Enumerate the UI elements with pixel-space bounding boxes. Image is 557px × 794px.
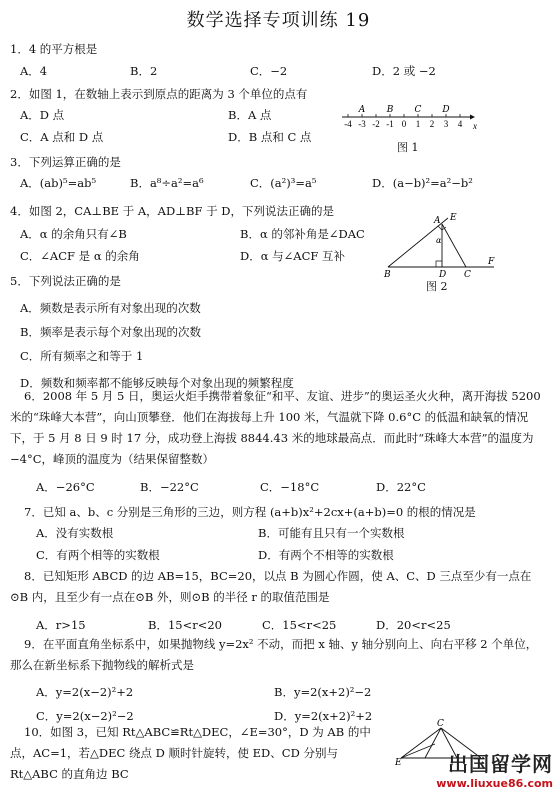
- figure-1-caption: 图 1: [397, 141, 419, 154]
- q6-option-d: D．22°C: [376, 480, 426, 494]
- question-6-stem: 6．2008 年 5 月 5 日，奥运火炬手携带着象征“和平、友谊、进步”的奥运圣火火种，离开海拔 5200 米的“珠峰大本营”，向山顶攀登．他们在海拔每上升 100 米，气温就下降 0.6°C 的低温和缺氧的情况下，于 5 月 8 日 9 时 17 分，成功登上海拔 8844.43 米的地球最高点．而此时“珠峰大本营”的温度为 −4°C，峰顶的温度为（结果保留整数）: [10, 389, 541, 466]
- question-8-stem: 8．已知矩形 ABCD 的边 AB=15，BC=20，以点 B 为圆心作圆，使 A、C、D 三点至少有一点在⊙B 内，且至少有一点在⊙B 外，则⊙B 的半径 r 的取值范围是: [10, 569, 532, 604]
- q1-option-a: A．4: [20, 64, 48, 78]
- q6-option-a: A．−26°C: [36, 480, 95, 494]
- label-E: E: [450, 213, 457, 223]
- tick-label: 4: [457, 119, 463, 129]
- point-letter: D: [442, 105, 450, 115]
- q4-option-c: C．∠ACF 是 α 的余角: [20, 249, 140, 263]
- tick-label: -3: [358, 119, 366, 129]
- q2-option-b: B．A 点: [228, 108, 272, 122]
- question-3-stem: 3．下列运算正确的是: [10, 155, 121, 169]
- q9-option-d: D．y=2(x+2)²+2: [274, 709, 373, 723]
- q8-option-b: B．15<r<20: [148, 618, 222, 632]
- q1-option-c: C．−2: [250, 64, 288, 78]
- q9-option-b: B．y=2(x+2)²−2: [274, 685, 372, 699]
- q3-option-b: B．a⁸÷a²=a⁶: [130, 176, 204, 190]
- q6-option-b: B．−22°C: [140, 480, 199, 494]
- q5-option-c: C．所有频率之和等于 1: [20, 349, 144, 363]
- label-A: A: [434, 216, 441, 226]
- watermark-url: www.liuxue86.com: [436, 777, 553, 790]
- q8-option-a: A．r>15: [36, 618, 86, 632]
- q4-option-b: B．α 的邻补角是∠DAC: [240, 227, 365, 241]
- q3-option-d: D．(a−b)²=a²−b²: [372, 176, 473, 190]
- question-10-stem: 10．如图 3，已知 Rt△ABC≌Rt△DEC，∠E=30°，D 为 AB 的中点，AC=1，若△DEC 绕点 D 顺时针旋转，使 ED、CD 分别与 Rt△ABC 的直角边 BC: [10, 725, 371, 781]
- q7-option-a: A．没有实数根: [36, 526, 114, 540]
- q9-option-a: A．y=2(x−2)²+2: [36, 685, 134, 699]
- q9-option-c: C．y=2(x−2)²−2: [36, 709, 134, 723]
- fig3-label-E: E: [395, 758, 402, 766]
- point-letter: C: [414, 105, 422, 115]
- label-alpha: α: [436, 236, 442, 245]
- q4-option-a: A．α 的余角只有∠B: [20, 227, 127, 241]
- question-9-stem: 9．在平面直角坐标系中，如果抛物线 y=2x² 不动，而把 x 轴、y 轴分别向上、向右平移 2 个单位，那么在新坐标系下抛物线的解析式是: [10, 637, 538, 672]
- q7-option-b: B．可能有且只有一个实数根: [258, 526, 405, 540]
- label-C: C: [464, 270, 471, 280]
- q6-option-c: C．−18°C: [260, 480, 320, 494]
- q5-option-d: D．频数和频率都不能够反映每个对象出现的频繁程度: [20, 376, 294, 390]
- q2-option-d: D．B 点和 C 点: [228, 130, 312, 144]
- q5-option-b: B．频率是表示每个对象出现的次数: [20, 325, 201, 339]
- figure-2-caption: 图 2: [426, 280, 448, 293]
- q7-option-d: D．有两个不相等的实数根: [258, 548, 394, 562]
- q8-option-c: C．15<r<25: [262, 618, 337, 632]
- question-4-stem: 4．如图 2，CA⊥BE 于 A，AD⊥BF 于 D，下列说法正确的是: [10, 204, 334, 218]
- q5-option-a: A．频数是表示所有对象出现的次数: [20, 301, 201, 315]
- tick-label: -2: [372, 119, 380, 129]
- q8-option-d: D．20<r<25: [376, 618, 451, 632]
- q2-option-c: C．A 点和 D 点: [20, 130, 104, 144]
- q1-option-d: D．2 或 −2: [372, 64, 436, 78]
- tick-label: 1: [415, 119, 421, 129]
- tick-label: -1: [386, 119, 394, 129]
- q7-option-c: C．有两个相等的实数根: [36, 548, 160, 562]
- watermark-brand: 出国留学网: [448, 752, 553, 776]
- q2-option-a: A．D 点: [20, 108, 65, 122]
- fig3-label-C: C: [437, 719, 444, 729]
- point-letter: A: [358, 105, 366, 115]
- line-ac: [442, 224, 466, 267]
- question-5-stem: 5．下列说法正确的是: [10, 274, 121, 288]
- figure-2-geometry: [382, 210, 502, 288]
- label-B: B: [384, 270, 391, 280]
- tick-label: 2: [429, 119, 435, 129]
- tick-label: 3: [443, 119, 449, 129]
- label-F: F: [488, 257, 495, 267]
- tick-label: -4: [344, 119, 352, 129]
- page-title: 数学选择专项训练 19: [186, 10, 371, 31]
- question-1-stem: 1．4 的平方根是: [10, 42, 98, 56]
- q4-option-d: D．α 与∠ACF 互补: [240, 249, 346, 263]
- q1-option-b: B．2: [130, 64, 158, 78]
- question-7-stem: 7．已知 a、b、c 分别是三角形的三边，则方程 (a+b)x²+2cx+(a+b)=0 的根的情况是: [24, 505, 476, 519]
- q3-option-c: C．(a²)³=a⁵: [250, 176, 317, 190]
- watermark-logo: [436, 748, 553, 790]
- axis-x-letter: x: [473, 121, 477, 131]
- tick-label: 0: [401, 119, 407, 129]
- point-letter: B: [386, 105, 394, 115]
- label-D: D: [439, 270, 447, 280]
- question-2-stem: 2．如图 1，在数轴上表示到原点的距离为 3 个单位的点有: [10, 87, 308, 101]
- figure-1-number-line: [338, 104, 478, 144]
- q3-option-a: A．(ab)⁵=ab⁵: [20, 176, 97, 190]
